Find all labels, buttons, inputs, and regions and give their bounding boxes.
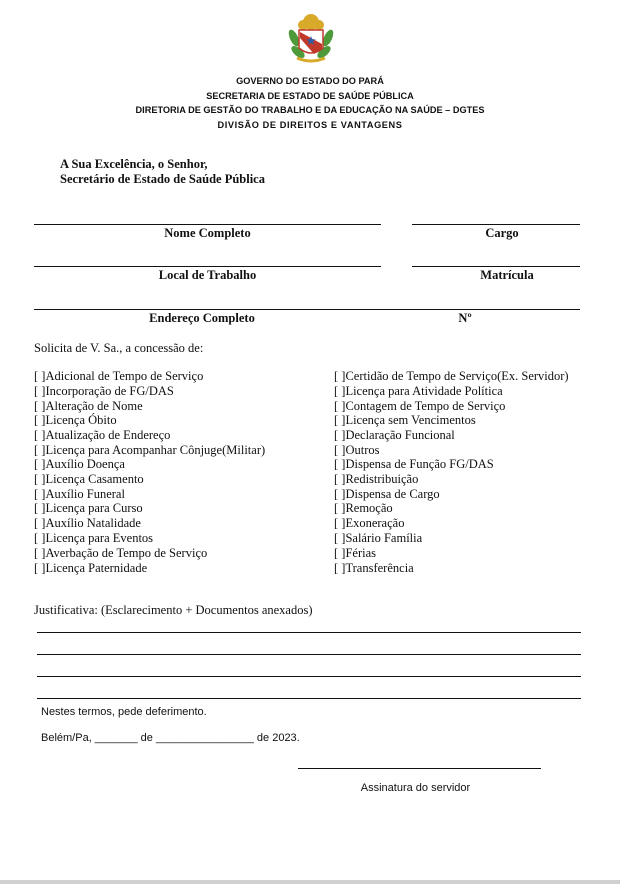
nome-completo-line[interactable] <box>34 224 381 225</box>
justification-line-1[interactable] <box>37 632 581 633</box>
signature-label: Assinatura do servidor <box>360 782 471 794</box>
endereco-label: Endereço Completo <box>149 311 255 325</box>
matricula-label: Matrícula <box>480 268 534 282</box>
option-averbacao-tempo-servico[interactable]: [ ]Averbação de Tempo de Serviço <box>34 546 208 560</box>
justification-label: Justificativa: (Esclarecimento + Documentos anexados) <box>34 603 313 617</box>
option-dispensa-cargo[interactable]: [ ]Dispensa de Cargo <box>334 487 440 501</box>
option-outros[interactable]: [ ]Outros <box>334 443 380 457</box>
signature-line[interactable] <box>298 768 541 769</box>
option-licenca-paternidade[interactable]: [ ]Licença Paternidade <box>34 561 148 575</box>
header-directorate: DIRETORIA DE GESTÃO DO TRABALHO E DA EDUCAÇÃO NA SAÚDE – DGTES <box>135 105 485 115</box>
date-line[interactable]: Belém/Pa, _______ de ________________ de 2023. <box>41 732 300 744</box>
option-certidao-tempo-servico[interactable]: [ ]Certidão de Tempo de Serviço(Ex. Servidor) <box>334 369 569 383</box>
nome-completo-label: Nome Completo <box>164 226 251 240</box>
option-declaracao-funcional[interactable]: [ ]Declaração Funcional <box>334 428 455 442</box>
request-intro: Solicita de V. Sa., a concessão de: <box>34 341 204 355</box>
option-remocao[interactable]: [ ]Remoção <box>334 501 393 515</box>
option-licenca-obito[interactable]: [ ]Licença Óbito <box>34 413 117 427</box>
option-auxilio-natalidade[interactable]: [ ]Auxílio Natalidade <box>34 516 141 530</box>
option-transferencia[interactable]: [ ]Transferência <box>334 561 414 575</box>
option-auxilio-funeral[interactable]: [ ]Auxílio Funeral <box>34 487 125 501</box>
option-adicional-tempo-servico[interactable]: [ ]Adicional de Tempo de Serviço <box>34 369 204 383</box>
local-trabalho-label: Local de Trabalho <box>158 268 257 282</box>
matricula-line[interactable] <box>412 266 580 267</box>
option-contagem-tempo-servico[interactable]: [ ]Contagem de Tempo de Serviço <box>334 399 506 413</box>
option-auxilio-doenca[interactable]: [ ]Auxílio Doença <box>34 457 125 471</box>
option-ferias[interactable]: [ ]Férias <box>334 546 376 560</box>
option-redistribuicao[interactable]: [ ]Redistribuição <box>334 472 419 486</box>
addressee-line-1: A Sua Excelência, o Senhor, <box>60 157 208 171</box>
option-licenca-acompanhar-conjuge[interactable]: [ ]Licença para Acompanhar Cônjuge(Militar) <box>34 443 266 457</box>
option-licenca-atividade-politica[interactable]: [ ]Licença para Atividade Política <box>334 384 503 398</box>
cargo-line[interactable] <box>412 224 580 225</box>
addressee-line-2: Secretário de Estado de Saúde Pública <box>60 172 265 186</box>
option-dispensa-funcao[interactable]: [ ]Dispensa de Função FG/DAS <box>334 457 494 471</box>
justification-line-2[interactable] <box>37 654 581 655</box>
option-alteracao-nome[interactable]: [ ]Alteração de Nome <box>34 399 143 413</box>
option-incorporacao-fg-das[interactable]: [ ]Incorporação de FG/DAS <box>34 384 174 398</box>
option-exoneracao[interactable]: [ ]Exoneração <box>334 516 405 530</box>
page-bottom-edge <box>0 880 620 884</box>
endereco-line[interactable] <box>34 309 580 310</box>
header-government: GOVERNO DO ESTADO DO PARÁ <box>236 76 384 86</box>
state-seal-logo <box>285 12 337 66</box>
local-trabalho-line[interactable] <box>34 266 381 267</box>
closing-text: Nestes termos, pede deferimento. <box>41 706 207 718</box>
option-licenca-sem-vencimentos[interactable]: [ ]Licença sem Vencimentos <box>334 413 476 427</box>
option-licenca-curso[interactable]: [ ]Licença para Curso <box>34 501 143 515</box>
option-licenca-eventos[interactable]: [ ]Licença para Eventos <box>34 531 154 545</box>
justification-line-4[interactable] <box>37 698 581 699</box>
option-salario-familia[interactable]: [ ]Salário Família <box>334 531 423 545</box>
numero-label: Nº <box>458 311 472 325</box>
justification-line-3[interactable] <box>37 676 581 677</box>
option-licenca-casamento[interactable]: [ ]Licença Casamento <box>34 472 144 486</box>
cargo-label: Cargo <box>485 226 519 240</box>
header-secretariat: SECRETARIA DE ESTADO DE SAÚDE PÚBLICA <box>206 91 414 101</box>
header-division: DIVISÃO DE DIREITOS E VANTAGENS <box>217 120 403 130</box>
option-atualizacao-endereco[interactable]: [ ]Atualização de Endereço <box>34 428 171 442</box>
